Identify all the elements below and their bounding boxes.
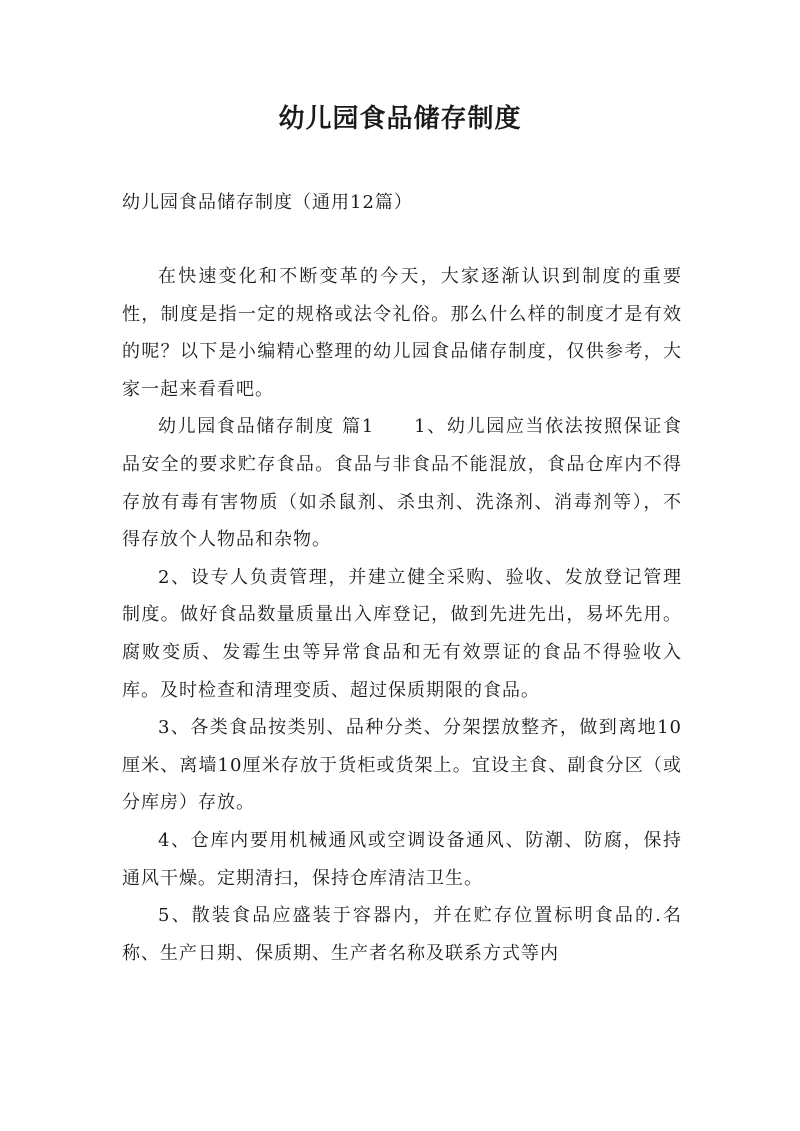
document-title: 幼儿园食品储存制度 xyxy=(278,104,522,134)
document-body xyxy=(122,258,682,972)
paragraph-item-3: 3、各类食品按类别、品种分类、分架摆放整齐，做到离地10厘米、离墙10厘米存放于货柜或货架上。宜设主食、副食分区（或分库房）存放。 xyxy=(122,717,682,814)
paragraph-intro: 在快速变化和不断变革的今天，大家逐渐认识到制度的重要性，制度是指一定的规格或法令礼俗。那么什么样的制度才是有效的呢？以下是小编精心整理的幼儿园食品储存制度，仅供参考，大家一起来看看吧。 xyxy=(122,266,682,400)
paragraph-item-5: 5、散装食品应盛装于容器内，并在贮存位置标明食品的.名称、生产日期、保质期、生产者名称及联系方式等内 xyxy=(122,905,682,964)
paragraph-section-1-item-1: 幼儿园食品储存制度 篇1 1、幼儿园应当依法按照保证食品安全的要求贮存食品。食品与非食品不能混放，食品仓库内不得存放有毒有害物质（如杀鼠剂、杀虫剂、洗涤剂、消毒剂等），不得存放个人物品和杂物。 xyxy=(122,416,682,551)
paragraph-item-4: 4、仓库内要用机械通风或空调设备通风、防潮、防腐，保持通风干燥。定期清扫，保持仓库清洁卫生。 xyxy=(122,829,682,889)
paragraph-item-2: 2、设专人负责管理，并建立健全采购、验收、发放登记管理制度。做好食品数量质量出入库登记，做到先进先出，易坏先用。腐败变质、发霉生虫等异常食品和无有效票证的食品不得验收入库。及时检查和清理变质、超过保质期限的食品。 xyxy=(122,566,682,701)
document-subtitle: 幼儿园食品储存制度（通用12篇） xyxy=(122,192,413,213)
